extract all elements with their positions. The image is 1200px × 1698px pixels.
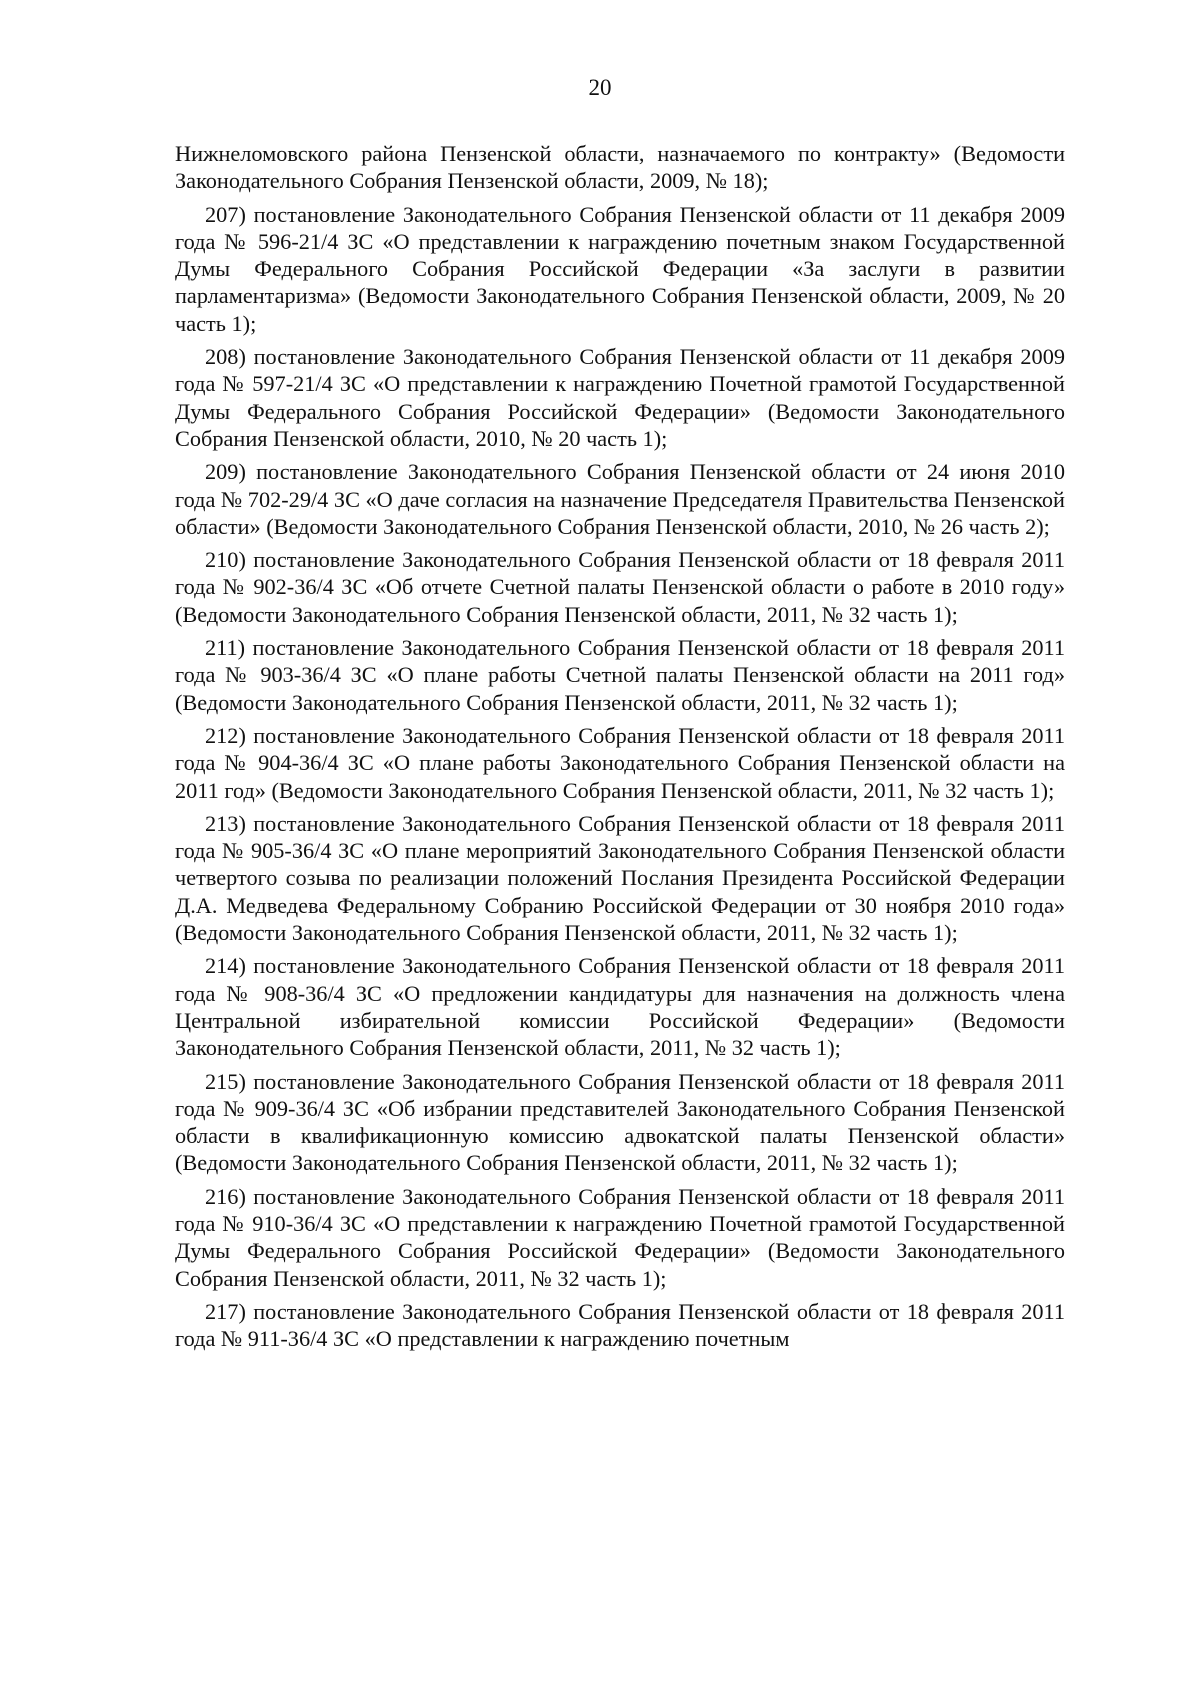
list-item-215: 215) постановление Законодательного Собрания Пензенской области от 18 февраля 2011 года № 909-36/4 ЗС «Об избрании представителей Законодательного Собрания Пензенской области в квалификационную комиссию адвокатской палаты Пензенской области» (Ведомости Законодательного Собрания Пензенской области, 2011, № 32 часть 1);	[175, 1068, 1065, 1176]
document-body	[175, 140, 1065, 1358]
list-item-216: 216) постановление Законодательного Собрания Пензенской области от 18 февраля 2011 года № 910-36/4 ЗС «О представлении к награждению Почетной грамотой Государственной Думы Федерального Собрания Российской Федерации» (Ведомости Законодательного Собрания Пензенской области, 2011, № 32 часть 1);	[175, 1183, 1065, 1291]
list-item-210: 210) постановление Законодательного Собрания Пензенской области от 18 февраля 2011 года № 902-36/4 ЗС «Об отчете Счетной палаты Пензенской области о работе в 2010 году» (Ведомости Законодательного Собрания Пензенской области, 2011, № 32 часть 1);	[175, 547, 1065, 627]
page-number: 20	[588, 75, 612, 100]
list-item-217: 217) постановление Законодательного Собрания Пензенской области от 18 февраля 2011 года № 911-36/4 ЗС «О представлении к награждению почетным	[175, 1298, 1065, 1352]
list-item-208: 208) постановление Законодательного Собрания Пензенской области от 11 декабря 2009 года № 597-21/4 ЗС «О представлении к награждению Почетной грамотой Государственной Думы Федерального Собрания Российской Федерации» (Ведомости Законодательного Собрания Пензенской области, 2010, № 20 часть 1);	[175, 344, 1065, 451]
list-item-212: 212) постановление Законодательного Собрания Пензенской области от 18 февраля 2011 года № 904-36/4 ЗС «О плане работы Законодательного Собрания Пензенской области на 2011 год» (Ведомости Законодательного Собрания Пензенской области, 2011, № 32 часть 1);	[175, 722, 1065, 803]
list-item-207: 207) постановление Законодательного Собрания Пензенской области от 11 декабря 2009 года № 596-21/4 ЗС «О представлении к награждению почетным знаком Государственной Думы Федерального Собрания Российской Федерации «За заслуги в развитии парламентаризма» (Ведомости Законодательного Собрания Пензенской области, 2009, № 20 часть 1);	[175, 201, 1065, 336]
list-item-211: 211) постановление Законодательного Собрания Пензенской области от 18 февраля 2011 года № 903-36/4 ЗС «О плане работы Счетной палаты Пензенской области на 2011 год» (Ведомости Законодательного Собрания Пензенской области, 2011, № 32 часть 1);	[175, 635, 1065, 715]
list-item-214: 214) постановление Законодательного Собрания Пензенской области от 18 февраля 2011 года № 908-36/4 ЗС «О предложении кандидатуры для назначения на должность члена Центральной избирательной комиссии Российской Федерации» (Ведомости Законодательного Собрания Пензенской области, 2011, № 32 часть 1);	[175, 953, 1065, 1061]
list-item-213: 213) постановление Законодательного Собрания Пензенской области от 18 февраля 2011 года № 905-36/4 ЗС «О плане мероприятий Законодательного Собрания Пензенской области четвертого созыва по реализации положений Послания Президента Российской Федерации Д.А. Медведева Федеральному Собранию Российской Федерации от 30 ноября 2010 года» (Ведомости Законодательного Собрания Пензенской области, 2011, № 32 часть 1);	[175, 810, 1065, 946]
paragraph-continuation: Нижнеломовского района Пензенской области, назначаемого по контракту» (Ведомости Законодательного Собрания Пензенской области, 2009, № 18);	[175, 141, 1065, 194]
list-item-209: 209) постановление Законодательного Собрания Пензенской области от 24 июня 2010 года № 702-29/4 ЗС «О даче согласия на назначение Председателя Правительства Пензенской области» (Ведомости Законодательного Собрания Пензенской области, 2010, № 26 часть 2);	[175, 459, 1065, 539]
